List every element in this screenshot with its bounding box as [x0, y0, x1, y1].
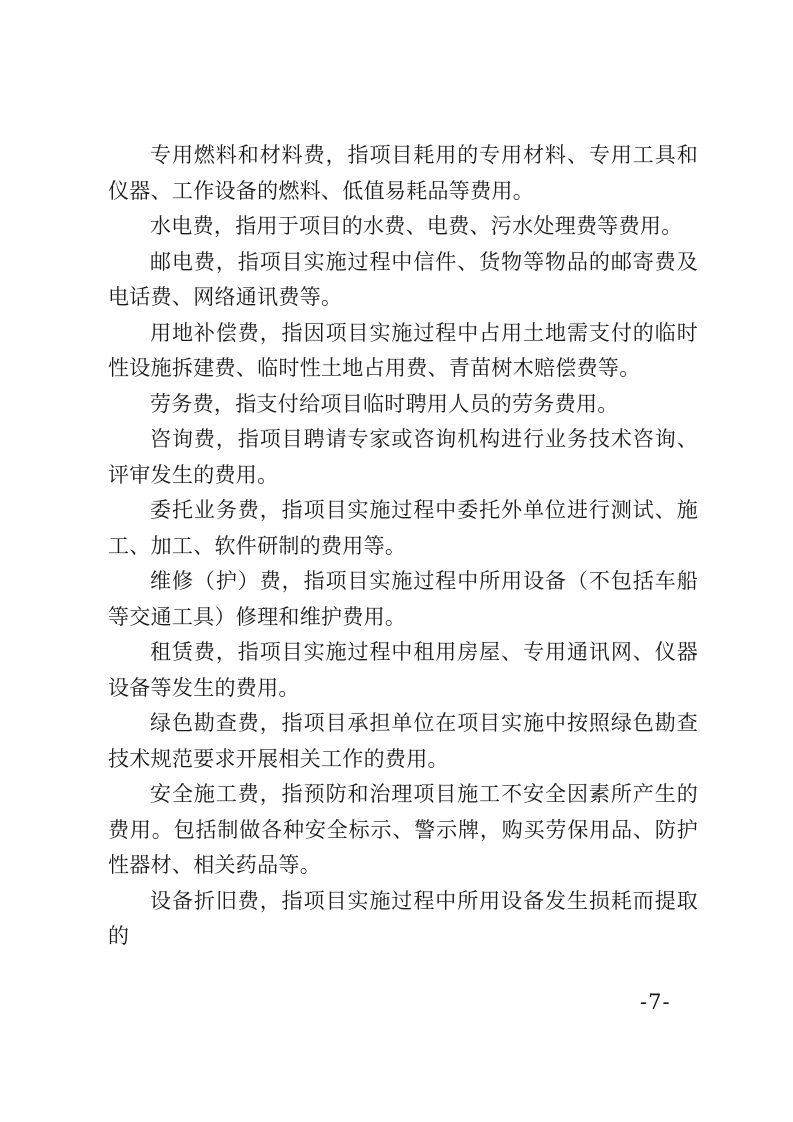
paragraph-postal-telecom: 邮电费，指项目实施过程中信件、货物等物品的邮寄费及电话费、网络通讯费等。 — [108, 249, 698, 309]
paragraph-safety-construction: 安全施工费，指预防和治理项目施工不安全因素所产生的费用。包括制做各种安全标示、警示牌，购买劳保用品、防护性器材、相关药品等。 — [108, 782, 698, 877]
document-body — [108, 138, 698, 955]
paragraph-consulting: 咨询费，指项目聘请专家或咨询机构进行业务技术咨询、评审发生的费用。 — [108, 427, 698, 487]
paragraph-outsourcing: 委托业务费，指项目实施过程中委托外单位进行测试、施工、加工、软件研制的费用等。 — [108, 498, 698, 558]
paragraph-rental: 租赁费，指项目实施过程中租用房屋、专用通讯网、仪器设备等发生的费用。 — [108, 640, 698, 700]
paragraph-land-compensation: 用地补偿费，指因项目实施过程中占用土地需支付的临时性设施拆建费、临时性土地占用费、青苗树木赔偿费等。 — [108, 320, 698, 380]
paragraph-labor: 劳务费，指支付给项目临时聘用人员的劳务费用。 — [150, 391, 619, 416]
page-number: -7- — [640, 990, 671, 1014]
paragraph-maintenance: 维修（护）费，指项目实施过程中所用设备（不包括车船等交通工具）修理和维护费用。 — [108, 569, 698, 629]
paragraph-water-electricity: 水电费，指用于项目的水费、电费、污水处理费等费用。 — [150, 214, 683, 238]
paragraph-depreciation: 设备折旧费，指项目实施过程中所用设备发生损耗而提取的 — [108, 888, 698, 948]
paragraph-green-survey: 绿色勘查费，指项目承担单位在项目实施中按照绿色勘查技术规范要求开展相关工作的费用。 — [108, 711, 698, 771]
paragraph-fuel-materials: 专用燃料和材料费，指项目耗用的专用材料、专用工具和仪器、工作设备的燃料、低值易耗品等费用。 — [108, 143, 698, 203]
